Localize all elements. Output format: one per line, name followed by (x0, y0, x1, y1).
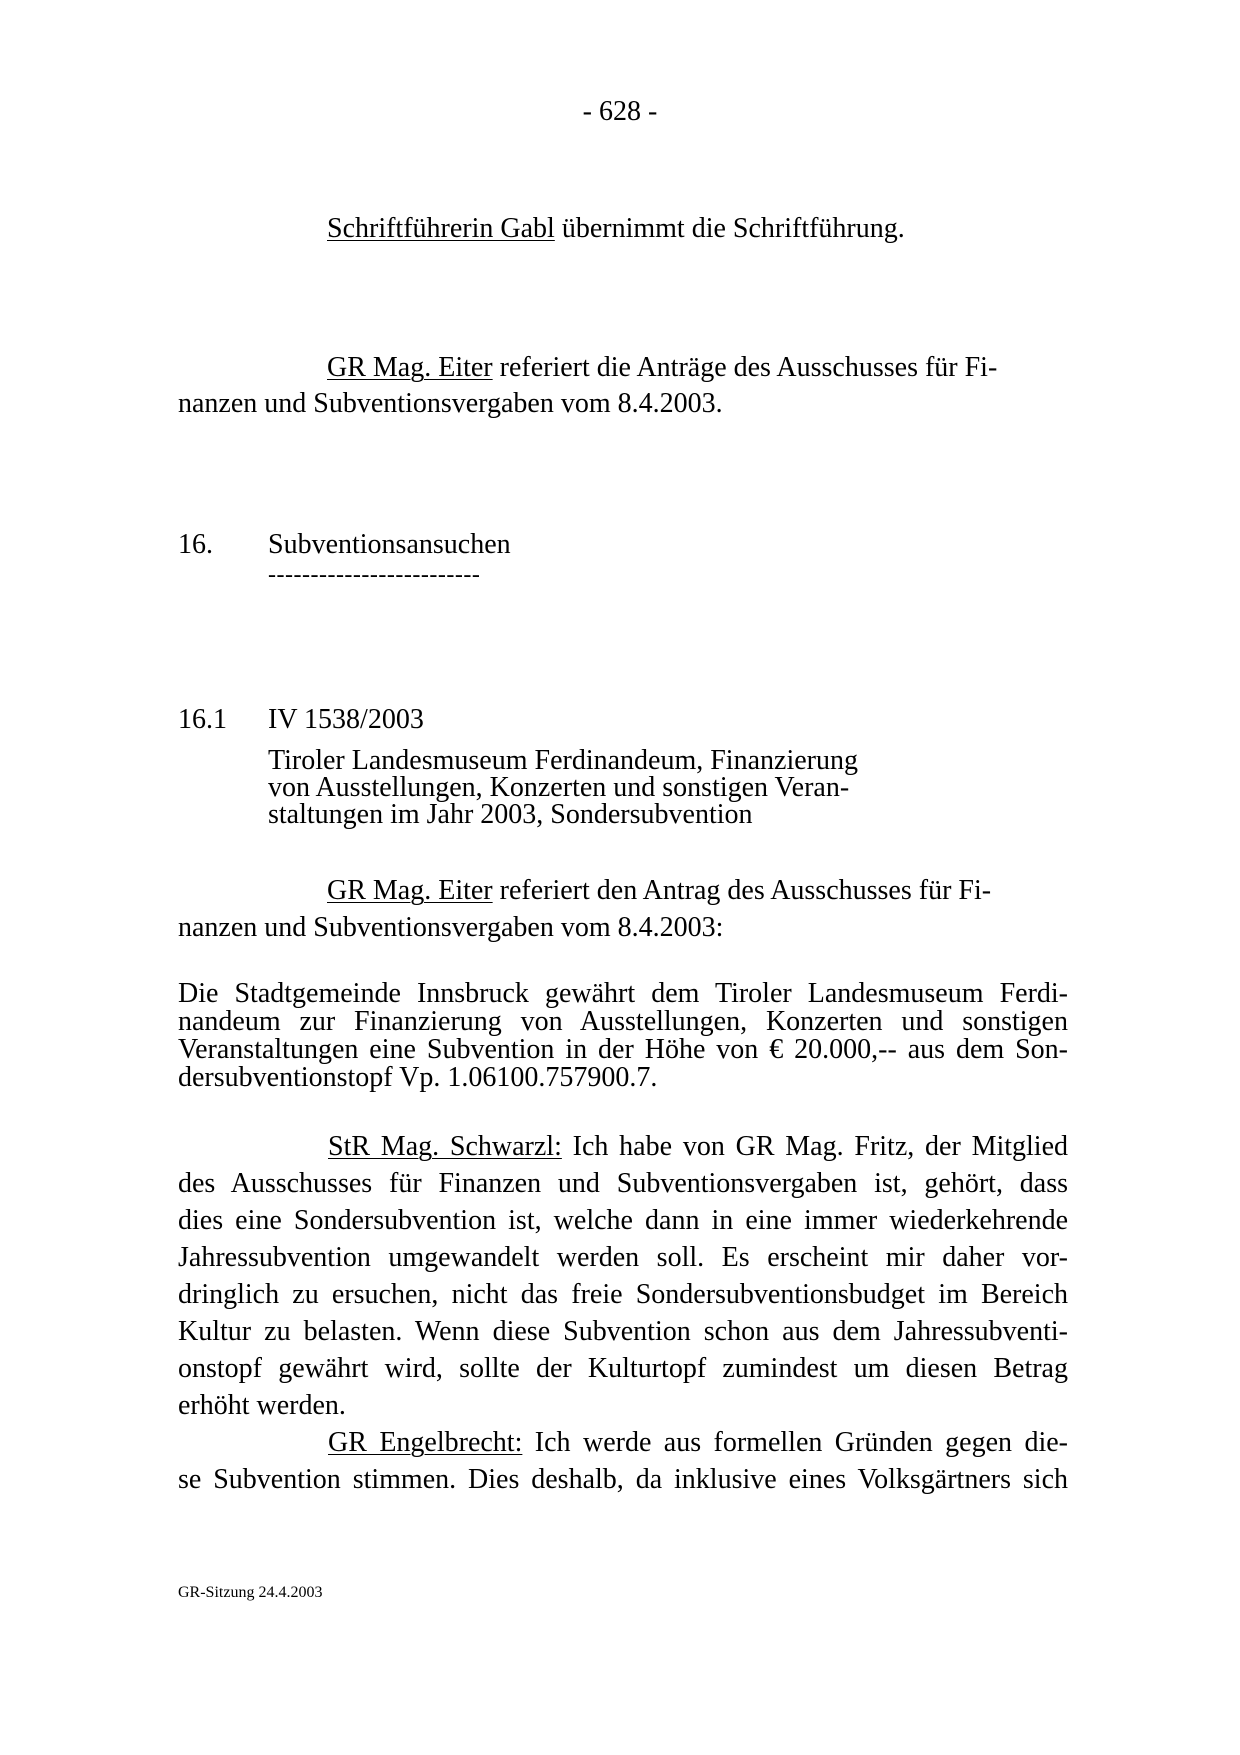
speech-line: Jahressubvention umgewandelt werden soll. Es erscheint mir daher vor- (178, 1242, 1068, 1273)
speaker-name: GR Engelbrecht: (328, 1427, 523, 1458)
motion-line: nandeum zur Finanzierung von Ausstellungen, Konzerten und sonstigen (178, 1006, 1068, 1037)
report-intro-line: nanzen und Subventionsvergaben vom 8.4.2003: (178, 912, 724, 943)
section-title-rule: ------------------------- (268, 562, 481, 588)
speech-line: Kultur zu belasten. Wenn diese Subvention schon aus dem Jahressubventi- (178, 1316, 1068, 1347)
reference-number: IV 1538/2003 (268, 704, 424, 735)
report-intro-line (327, 874, 991, 908)
speaker-name: GR Mag. Eiter (327, 875, 493, 906)
speech-text: Ich werde aus formellen Gründen gegen die- (522, 1427, 1068, 1458)
speaker-name: StR Mag. Schwarzl: (328, 1131, 562, 1162)
motion-text (178, 980, 1068, 1092)
motion-line: dersubventionstopf Vp. 1.06100.757900.7. (178, 1062, 658, 1093)
speech-text: Ich habe von GR Mag. Fritz, der Mitglied (561, 1131, 1069, 1162)
subsection-number: 16.1 (178, 704, 227, 735)
clerk-statement (327, 212, 905, 246)
report-intro-line (327, 351, 997, 385)
report-text: referiert den Antrag des Ausschusses für Fi- (492, 875, 992, 906)
footer-session-date: GR-Sitzung 24.4.2003 (178, 1584, 323, 1601)
subject-line: staltungen im Jahr 2003, Sondersubvention (268, 799, 753, 830)
statement-text: übernimmt die Schriftführung. (554, 213, 905, 244)
report-text: referiert die Anträge des Ausschusses für Fi- (492, 352, 998, 383)
speech-line: des Ausschusses für Finanzen und Subventionsvergaben ist, gehört, dass (178, 1168, 1068, 1199)
motion-line: Die Stadtgemeinde Innsbruck gewährt dem Tiroler Landesmuseum Ferdi- (178, 978, 1068, 1009)
section-number: 16. (178, 529, 213, 560)
subject-line: Tiroler Landesmuseum Ferdinandeum, Finanzierung (268, 745, 858, 776)
speech-line: se Subvention stimmen. Dies deshalb, da inklusive eines Volksgärtners sich (178, 1464, 1068, 1495)
subject-line: von Ausstellungen, Konzerten und sonstigen Veran- (268, 772, 850, 803)
speech-line: dringlich zu ersuchen, nicht das freie Sondersubventionsbudget im Bereich (178, 1279, 1068, 1310)
speaker-name: Schriftführerin Gabl (327, 213, 555, 244)
speech-line (178, 1424, 1068, 1461)
speaker-name: GR Mag. Eiter (327, 352, 493, 383)
speech-schwarzl (178, 1128, 1068, 1424)
speech-line: dies eine Sondersubvention ist, welche dann in eine immer wiederkehrende (178, 1205, 1068, 1236)
report-intro-line: nanzen und Subventionsvergaben vom 8.4.2003. (178, 388, 723, 419)
speech-line (178, 1128, 1068, 1165)
page-number: - 628 - (582, 96, 658, 127)
speech-line: erhöht werden. (178, 1390, 346, 1421)
speech-line: onstopf gewährt wird, sollte der Kulturtopf zumindest um diesen Betrag (178, 1353, 1068, 1384)
section-title: Subventionsansuchen (268, 529, 511, 560)
motion-line: Veranstaltungen eine Subvention in der Höhe von € 20.000,-- aus dem Son- (178, 1034, 1068, 1065)
speech-engelbrecht (178, 1424, 1068, 1498)
